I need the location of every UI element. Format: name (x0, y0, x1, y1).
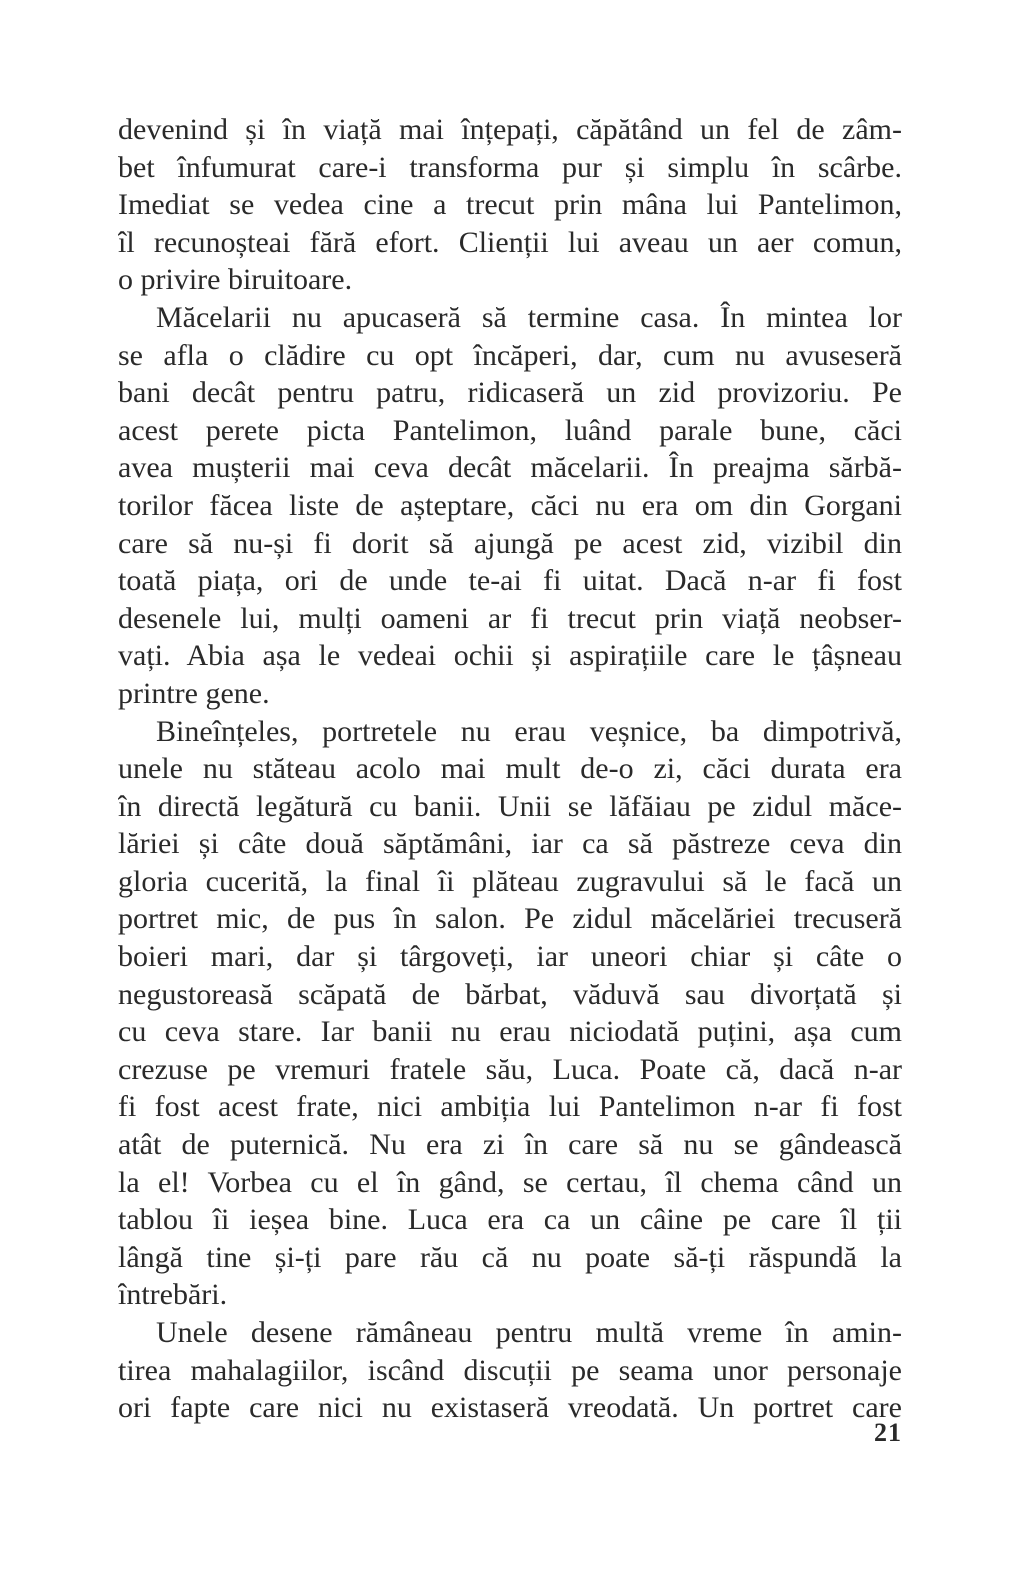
text-line: gloria cucerită, la final îi plăteau zugravului să le facă un (118, 864, 902, 898)
text-line: se afla o clădire cu opt încăperi, dar, cum nu avuseseră (118, 338, 902, 372)
text-line: unele nu stăteau acolo mai mult de-o zi, căci durata era (118, 752, 902, 786)
paragraph-start-line: Bineînțeles, portretele nu erau veșnice, ba dimpotrivă, (156, 714, 902, 748)
text-line: crezuse pe vremuri fratele său, Luca. Poate că, dacă n-ar (118, 1052, 902, 1086)
body-text (118, 111, 902, 1427)
text-line: printre gene. (118, 676, 270, 710)
text-line: bet înfumurat care-i transforma pur și simplu în scârbe. (118, 150, 902, 184)
text-line: toată piața, ori de unde te-ai fi uitat. Dacă n-ar fi fost (118, 564, 902, 598)
paragraph-start-line: Măcelarii nu apucaseră să termine casa. În mintea lor (156, 300, 902, 334)
paragraph-start-line: Unele desene rămâneau pentru multă vreme în amin- (156, 1316, 902, 1349)
text-line: atât de puternică. Nu era zi în care să nu se gândească (118, 1128, 902, 1162)
text-line: care să nu-și fi dorit să ajungă pe acest zid, vizibil din (118, 526, 902, 560)
text-line: torilor făcea liste de așteptare, căci nu era om din Gorgani (118, 488, 902, 522)
text-line: negustoreasă scăpată de bărbat, văduvă sau divorțată și (118, 977, 902, 1011)
text-line: ori fapte care nici nu existaseră vreodată. Un portret care (118, 1391, 902, 1425)
text-line: boieri mari, dar și târgoveți, iar uneori chiar și câte o (118, 940, 902, 974)
text-line: îl recunoșteai fără efort. Clienții lui aveau un aer comun, (118, 225, 902, 259)
text-line: Imediat se vedea cine a trecut prin mâna lui Pantelimon, (118, 188, 902, 222)
text-line: acest perete picta Pantelimon, luând parale bune, căci (118, 413, 902, 447)
text-line: avea mușterii mai ceva decât măcelarii. În preajma sărbă- (118, 451, 902, 485)
text-line: portret mic, de pus în salon. Pe zidul măcelăriei trecuseră (118, 902, 902, 936)
text-line: desenele lui, mulți oameni ar fi trecut prin viață neobser- (118, 601, 902, 635)
text-line: fi fost acest frate, nici ambiția lui Pantelimon n-ar fi fost (118, 1090, 902, 1124)
text-line: o privire biruitoare. (118, 263, 353, 297)
text-line: tirea mahalagiilor, iscând discuții pe seama unor personaje (118, 1353, 902, 1387)
text-line: la el! Vorbea cu el în gând, se certau, îl chema când un (118, 1165, 902, 1199)
text-line: tablou îi ieșea bine. Luca era ca un câine pe care îl ții (118, 1203, 902, 1237)
text-line: în directă legătură cu banii. Unii se lăfăiau pe zidul măce- (118, 789, 902, 823)
text-line: vați. Abia așa le vedeai ochii și aspirațiile care le țâșneau (118, 639, 902, 673)
text-line: devenind și în viață mai înțepați, căpătând un fel de zâm- (118, 113, 902, 146)
text-line: lângă tine și-ți pare rău că nu poate să-ți răspundă la (118, 1240, 902, 1274)
page-number: 21 (874, 1418, 902, 1447)
text-line: cu ceva stare. Iar banii nu erau niciodată puțini, așa cum (118, 1015, 902, 1049)
text-line: lăriei și câte două săptămâni, iar ca să păstreze ceva din (118, 827, 902, 861)
text-line: întrebări. (118, 1278, 228, 1312)
text-line: bani decât pentru patru, ridicaseră un zid provizoriu. Pe (118, 376, 902, 410)
